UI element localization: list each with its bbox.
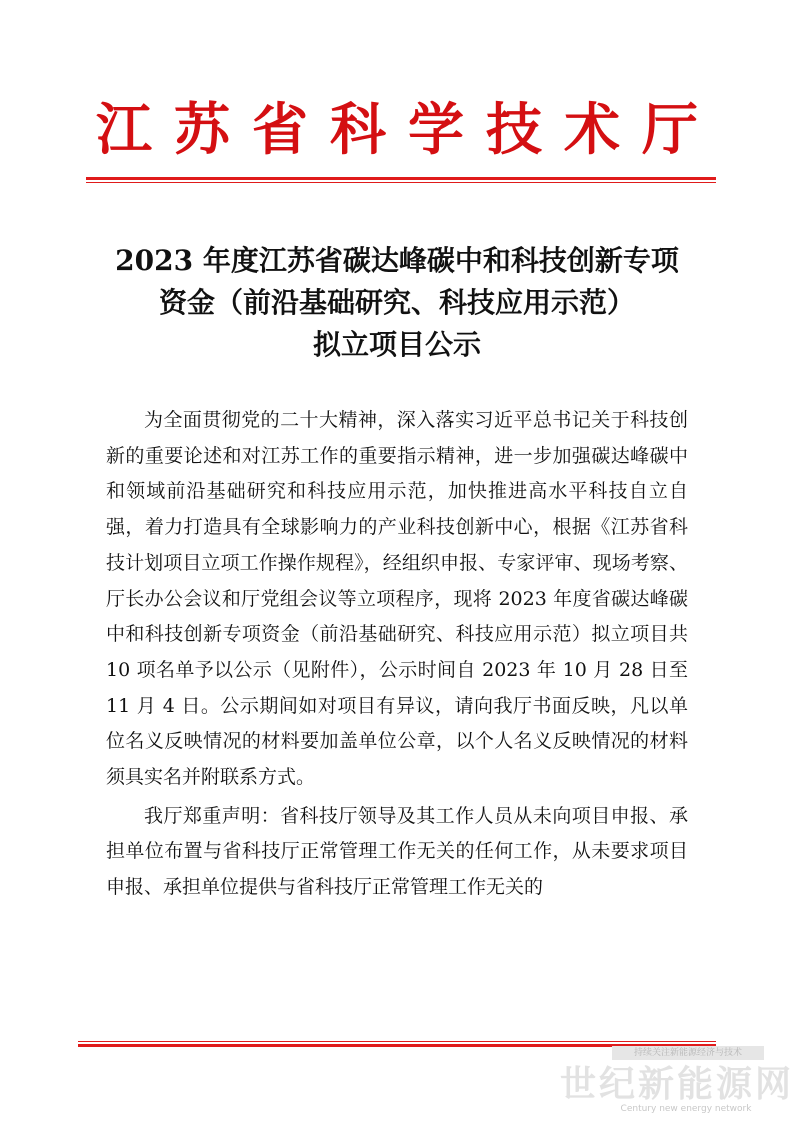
- title-line-2: 资金（前沿基础研究、科技应用示范）: [158, 286, 635, 319]
- watermark-logo-text: 世纪新能源网: [560, 1063, 794, 1105]
- watermark-tagline: 持续关注新能源经济与技术: [612, 1046, 764, 1060]
- document-title: [60, 240, 734, 366]
- body-paragraph-1: 为全面贯彻党的二十大精神，深入落实习近平总书记关于科技创新的重要论述和对江苏工作的重要指示精神，进一步加强碳达峰碳中和领域前沿基础研究和科技应用示范，加快推进高水平科技自立自强，着力打造具有全球影响力的产业科技创新中心，根据《江苏省科技计划项目立项工作操作规程》，经组织申报、专家评审、现场考察、厅长办公会议和厅党组会议等立项程序，现将 2023 年度省碳达峰碳中和科技创新专项资金（前沿基础研究、科技应用示范）拟立项目共 10 项名单予以公示（见附件），公示时间自 2023 年 10 月 28 日至 11 月 4 日。公示期间如对项目有异议，请向我厅书面反映，凡以单位名义反映情况的材料要加盖单位公章，以个人名义反映情况的材料须具实名并附联系方式。: [106, 409, 688, 789]
- watermark-english-name: Century new energy network: [620, 1104, 752, 1114]
- title-line-3: 拟立项目公示: [312, 328, 481, 361]
- document-body: [106, 403, 688, 906]
- masthead-organization-name: 江苏省科学技术厅: [96, 97, 720, 163]
- header-divider-rule: [86, 177, 716, 183]
- body-paragraph-2: 我厅郑重声明：省科技厅领导及其工作人员从未向项目申报、承担单位布置与省科技厅正常管理工作无关的任何工作，从未要求项目申报、承担单位提供与省科技厅正常管理工作无关的: [106, 804, 688, 899]
- title-line-1: 2023 年度江苏省碳达峰碳中和科技创新专项: [115, 244, 679, 277]
